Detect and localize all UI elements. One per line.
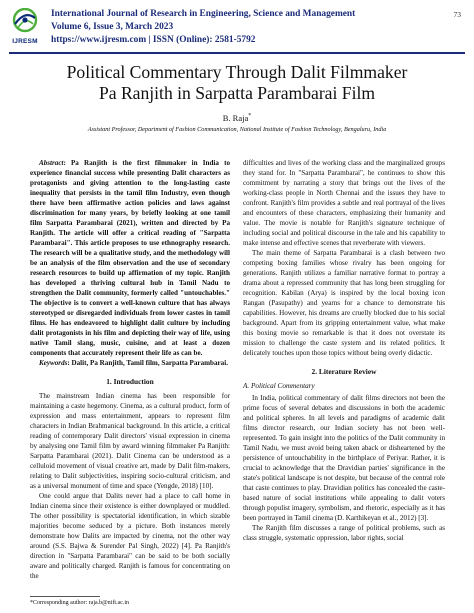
intro-paragraph-4: The main theme of Sarpatta Parambarai is a clash between two competing boxing families whose rivalry has been ongoing for generations. Ranjith utilizes a familiar narrative format to portray a drama about a repressed community that has long been struggling for recognition. Kabilan (Arya) is inspired by the local boxing icon Rangan (Pasupathy) and yearns for a chance to demonstrate his capabilities. However, his dreams are cruelly blocked due to his social background. Apart from its gripping entertainment value, what make this boxing movie so remarkable is that it does not overstate its mission to challenge the caste system and its related politics. It delicately touches upon those topics without being overly didactic. — [243, 249, 445, 357]
intro-paragraph-3: difficulties and lives of the working class and the marginalized groups they stand for. In "Sarpatta Parambarai", he continues to show this commitment by narrating a story that brings out the lives of the working-class people in North Chennai and the issues they have to confront. Ranjith's film provides a subtle and real portrayal of the lives and encounters of these characters, emphasizing their humanity and value. The movie is notable for Ranjith's signature technique of including social and political discourse in the tale and his capability to make intense and effective scenes that reverberate with viewers. — [243, 159, 445, 247]
journal-name: International Journal of Research in Engineering, Science and Management — [51, 9, 356, 19]
intro-paragraph-2: One could argue that Dalits never had a place to call home in Indian cinema since their existence is either downplayed or muddled. The other possibility is spectatorial identification, in which sizable majorities become seduced by a picture. Both instances merely demonstrate how Dalits are impacted by cinema, not the other way around (S.S. Bajwa & Surender Pal Singh, 2022) [4]. Pa Ranjith's direction in "Sarpatta Parambarai" can be said to be both socially aware and politically charged. Ranjith is famous for concentrating on the — [30, 492, 230, 580]
journal-info — [51, 8, 421, 47]
intro-paragraph-1: The mainstream Indian cinema has been responsible for maintaining a caste hegemony. Cinema, as a cultural product, form of expression and mass entertainment, appears to represent film characters in Indian Brahmanical background. In this article, a critical reading of contemporary Dalit directors' visual expression in cinema by analysing one Tamil film by award winning filmmaker Pa Ranjith: Sarpatta Parambarai (2021). Dalit Cinema can be understood as a celluloid movement of visual creative art, made by Dalit film-makers, relating to Dalit subjectivities, inspiring socio-cultural criticism, and as a universal monument of time and space (Yengde, 2018) [10]. — [30, 392, 230, 490]
section-heading-introduction: 1. Introduction — [106, 377, 154, 386]
corresponding-author-footnote: *Corresponding author: raja.b@nift.ac.in — [30, 600, 129, 606]
keywords — [30, 358, 230, 368]
page-number: 73 — [453, 10, 461, 19]
author-name: B. Raja — [222, 113, 249, 123]
keywords-label: Keywords — [39, 359, 68, 367]
right-column — [243, 158, 445, 543]
logo-emblem-icon — [9, 8, 41, 38]
author-mark: * — [248, 113, 252, 120]
journal-header — [9, 6, 465, 50]
journal-logo — [9, 8, 41, 48]
author-affiliation: Assistant Professor, Department of Fashion Communication, National Institute of Fashion Technology, Bengaluru, India — [87, 126, 387, 133]
footnote-divider — [30, 596, 100, 597]
logo-text: IJRESM — [12, 38, 38, 45]
subsection-heading-political-commentary: A. Political Commentary — [243, 382, 315, 390]
left-column — [30, 158, 230, 581]
abstract-label: Abstract — [39, 159, 64, 167]
paper-title-line1: Political Commentary Through Dalit Filmmaker — [66, 62, 408, 82]
literature-paragraph-2: The Ranjith film discusses a range of political problems, such as class struggle, systematic oppression, labor rights, social — [243, 524, 445, 542]
abstract-text: : Pa Ranjith is the first filmmaker in India to experience financial success while presenting Dalit characters as protagonists and giving attention to the long-lasting caste inequality that persists in the tamil film Industry, even though there have been affirmative action policies and laws against discrimination for many years, by briefly looking at one tamil film Sarpatta Parambarai (2021), written and directed by Pa Ranjith. The article will offer a critical reading of "Sarpatta Parambarai". This article proposes to use ethnography research. The research will be a qualitative study, and the methodology will be an analysis of the film observation and the use of secondary research resources to build up affirmation of my topic. Ranjith has developed a thriving cultural hub in Tamil Nadu to strengthen the Dalit community, formerly called "untouchables." The objective is to convert a well-known culture that has always stereotyped or disregarded individuals from lower castes in tamil films. He has endeavored to highlight dalit culture by including dalit protagonists in his film and depicting their way of life, using native Tamil slang, music, cuisine, and at least a dozen components that accurately represent their life as can be. — [30, 159, 230, 357]
author-line — [0, 113, 474, 123]
paper-title — [0, 62, 474, 104]
abstract — [30, 158, 230, 358]
keywords-text: : Dalit, Pa Ranjith, Tamil film, Sarpatta Parambarai. — [67, 359, 228, 367]
journal-url-issn[interactable]: https://www.ijresm.com | ISSN (Online): 2581-5792 — [51, 35, 256, 45]
literature-paragraph-1: In India, political commentary of dalit films directors not been the prime focus of several debates and discussions in both the academic and political spheres. In all levels and paradigms of academic dalit films director research, our Indian society has not been well-represented. To gain insight into the politics of the Dalit community in Tamil Nadu, we must avoid being taken aback or disheartened by the persistence of untouchability in the birthplace of Periyar. Rather, it is crucial to acknowledge that the Dravidian parties' significance in the state's political landscape is not despite, but because of the central role that caste continues to play. Dravidian politics has concealed the caste-based nature of social institutions while appealing to dalit voters through populist imagery, symbolism, and rhetoric, especially as it has been portrayed in Tamil cinema (D. Karthikeyan et al., 2012) [3]. — [243, 394, 445, 522]
paper-title-line2: Pa Ranjith in Sarpatta Parambarai Film — [98, 83, 376, 103]
journal-volume: Volume 6, Issue 3, March 2023 — [51, 22, 174, 32]
section-heading-literature-review: 2. Literature Review — [311, 367, 377, 376]
header-divider — [9, 52, 465, 54]
